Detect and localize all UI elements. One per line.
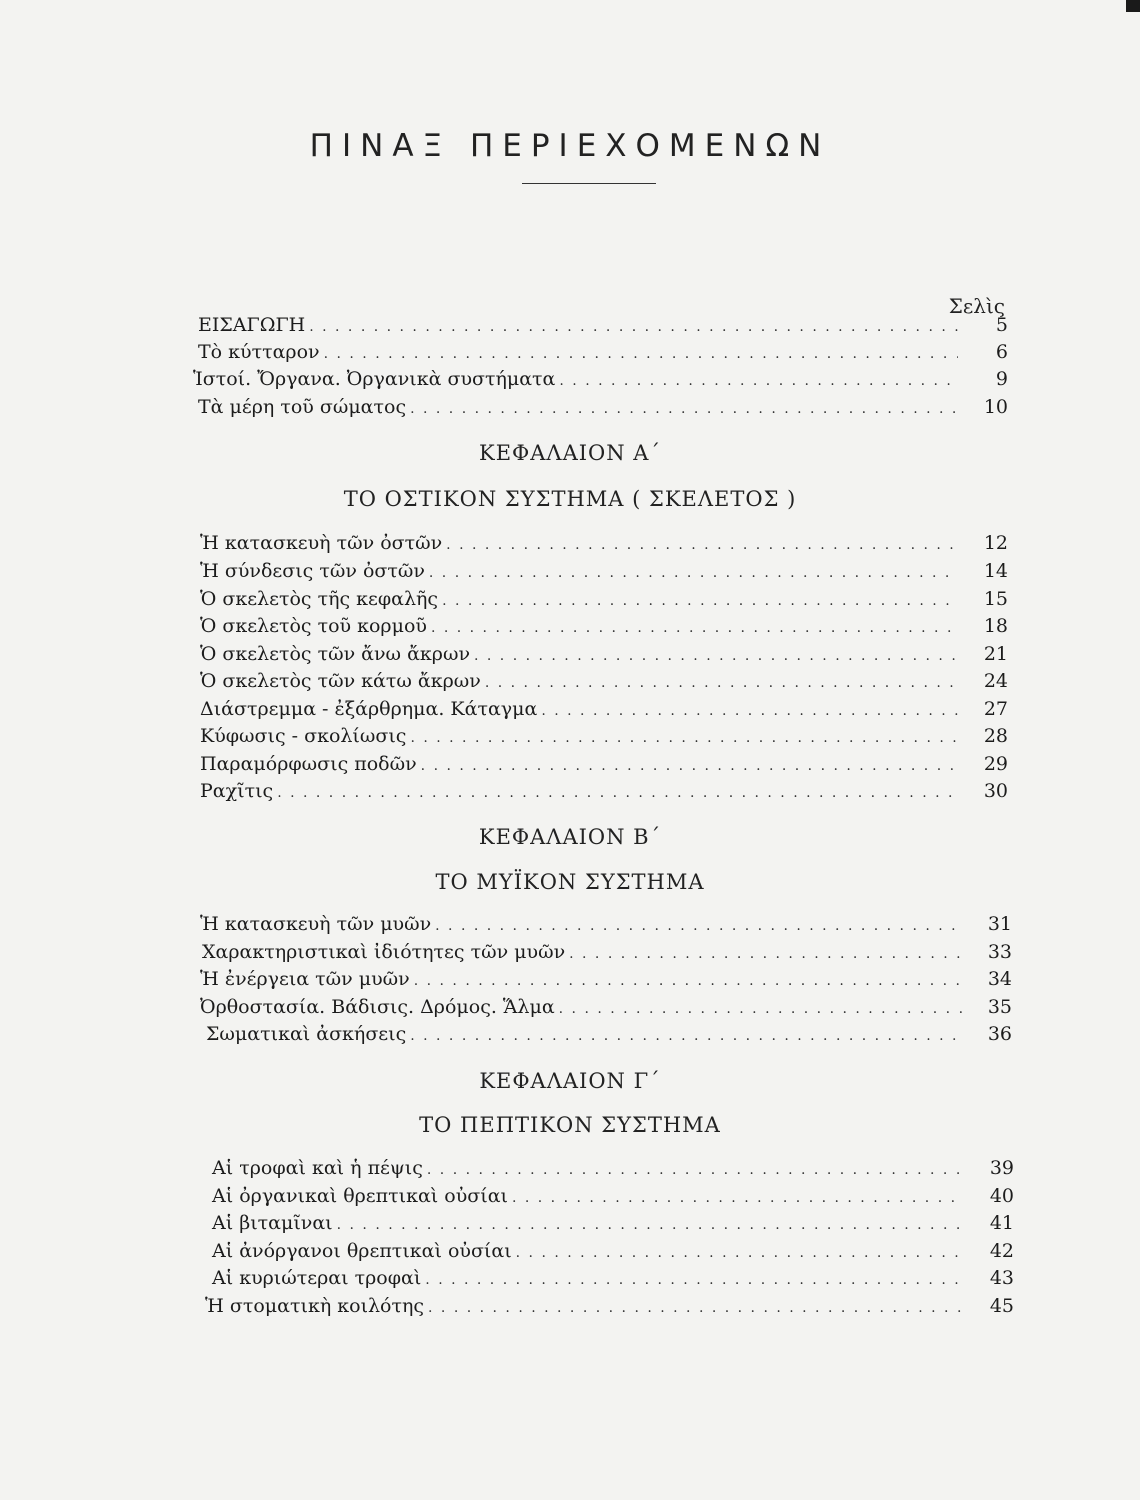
toc-entry-label: Ραχῖτις: [200, 780, 274, 802]
toc-entry-label: Ὀρθοστασία. Βάδισις. Δρόμος. Ἅλμα: [200, 996, 555, 1018]
toc-entry-label: ΕΙΣΑΓΩΓΗ: [198, 314, 306, 336]
toc-entry-label: Ἡ κατασκευὴ τῶν ὀστῶν: [200, 532, 443, 554]
toc-entry-label: Ἡ ἐνέργεια τῶν μυῶν: [200, 968, 410, 990]
toc-entry-page: 31: [987, 913, 1012, 935]
toc-entry-page: 9: [995, 368, 1008, 390]
toc-entry-label: Ἡ κατασκευὴ τῶν μυῶν: [200, 913, 432, 935]
toc-entry-label: Ἡ σύνδεσις τῶν ὀστῶν: [200, 560, 425, 582]
leader-dots: [512, 1190, 964, 1206]
toc-entry: [212, 1267, 1014, 1295]
toc-entry: [200, 670, 1008, 698]
toc-entry-label: Αἱ ὀργανικαὶ θρεπτικαὶ οὐσίαι: [212, 1185, 508, 1207]
leader-dots: [559, 373, 958, 389]
toc-entry: [200, 698, 1008, 726]
leader-dots: [541, 703, 958, 719]
toc-entry-page: 35: [987, 996, 1012, 1018]
toc-entry: [212, 1240, 1014, 1268]
leader-dots: [425, 1272, 964, 1288]
toc-entry-page: 18: [983, 615, 1008, 637]
toc-entry-page: 41: [989, 1212, 1014, 1234]
toc-entry: [212, 1157, 1014, 1185]
toc-entry-page: 10: [983, 396, 1008, 418]
toc-entry-label: Ὁ σκελετὸς τῶν κάτω ἄκρων: [200, 670, 481, 692]
toc-entry-label: Τὸ κύτταρον: [198, 341, 320, 363]
toc-entry: [212, 1185, 1014, 1213]
leader-dots: [559, 1001, 962, 1017]
toc-entry: [205, 1295, 1014, 1323]
toc-entry-page: 27: [983, 698, 1008, 720]
leader-dots: [421, 758, 958, 774]
leader-dots: [324, 346, 958, 362]
toc-entry-page: 30: [983, 780, 1008, 802]
toc-entry-page: 15: [983, 588, 1008, 610]
toc-entry-label: Χαρακτηριστικαὶ ἰδιότητες τῶν μυῶν: [202, 941, 566, 963]
toc-entry: [200, 725, 1008, 753]
toc-entry-page: 5: [995, 314, 1008, 336]
toc-entry: [198, 341, 1008, 369]
toc-entry-page: 28: [983, 725, 1008, 747]
leader-dots: [442, 593, 958, 609]
leader-dots: [410, 1028, 962, 1044]
toc-entry-label: Ἡ στοματικὴ κοιλότης: [205, 1295, 425, 1317]
toc-entry-intro: [198, 314, 1008, 342]
toc-entry: [198, 396, 1008, 424]
toc-entry-page: 29: [983, 753, 1008, 775]
toc-entry-label: Τὰ μέρη τοῦ σώματος: [198, 396, 407, 418]
leader-dots: [516, 1245, 964, 1261]
toc-entry: [200, 780, 1008, 808]
toc-entry-page: 6: [995, 341, 1008, 363]
toc-entry: [200, 560, 1008, 588]
toc-entry-page: 42: [989, 1240, 1014, 1262]
toc-entry: [200, 968, 1012, 996]
toc-entry-label: Αἱ βιταμῖναι: [212, 1212, 333, 1234]
chapter-c-heading: ΚΕΦΑΛΑΙΟΝ Γ΄: [479, 1069, 661, 1093]
chapter-a-heading: ΚΕΦΑΛΑΙΟΝ Α΄: [479, 441, 661, 465]
leader-dots: [485, 675, 958, 691]
toc-entry-label: Ὁ σκελετὸς τῆς κεφαλῆς: [200, 588, 439, 610]
chapter-c-subtitle: ΤΟ ΠΕΠΤΙΚΟΝ ΣΥΣΤΗΜΑ: [419, 1113, 721, 1137]
leader-dots: [474, 648, 958, 664]
toc-entry-page: 24: [983, 670, 1008, 692]
toc-entry-page: 14: [983, 560, 1008, 582]
toc-entry-page: 45: [989, 1295, 1014, 1317]
leader-dots: [277, 785, 958, 801]
leader-dots: [309, 319, 958, 335]
toc-entry-page: 43: [989, 1267, 1014, 1289]
toc-entry: [193, 368, 1008, 396]
toc-entry-label: Αἱ τροφαὶ καὶ ἡ πέψις: [212, 1157, 423, 1179]
toc-entry: [202, 941, 1012, 969]
leader-dots: [431, 620, 958, 636]
chapter-a-subtitle: ΤΟ ΟΣΤΙΚΟΝ ΣΥΣΤΗΜΑ ( ΣΚΕΛΕΤΟΣ ): [343, 487, 797, 511]
toc-entry-page: 33: [987, 941, 1012, 963]
leader-dots: [429, 565, 958, 581]
pages-column-label: Σελὶς: [948, 294, 1005, 318]
toc-entry-label: Σωματικαὶ ἀσκήσεις: [206, 1023, 407, 1045]
leader-dots: [427, 1162, 964, 1178]
toc-entry-label: Ἱστοί. Ὄργανα. Ὀργανικὰ συστήματα: [193, 368, 556, 390]
toc-entry-label: Αἱ ἀνόργανοι θρεπτικαὶ οὐσίαι: [212, 1240, 512, 1262]
toc-entry-label: Διάστρεμμα - ἐξάρθρημα. Κάταγμα: [200, 698, 538, 720]
leader-dots: [410, 401, 958, 417]
leader-dots: [337, 1217, 964, 1233]
toc-entry-page: 12: [983, 532, 1008, 554]
chapter-b-heading: ΚΕΦΑΛΑΙΟΝ Β΄: [478, 825, 662, 849]
toc-entry-label: Ὁ σκελετὸς τῶν ἄνω ἄκρων: [200, 643, 470, 665]
page-title: ΠΙΝΑΞ ΠΕΡΙΕΧΟΜΕΝΩΝ: [309, 128, 831, 164]
toc-entry-page: 21: [983, 643, 1008, 665]
toc-entry: [200, 913, 1012, 941]
toc-entry-page: 40: [989, 1185, 1014, 1207]
leader-dots: [435, 918, 962, 934]
toc-entry: [200, 753, 1008, 781]
scan-edge-mark: [1126, 0, 1140, 12]
toc-entry-label: Παραμόρφωσις ποδῶν: [200, 753, 417, 775]
toc-entry-page: 34: [987, 968, 1012, 990]
toc-entry: [200, 996, 1012, 1024]
title-divider: [522, 183, 656, 184]
toc-entry-page: 36: [987, 1023, 1012, 1045]
toc-entry: [212, 1212, 1014, 1240]
toc-entry: [200, 588, 1008, 616]
toc-entry: [200, 615, 1008, 643]
leader-dots: [414, 973, 962, 989]
toc-entry: [200, 532, 1008, 560]
toc-entry: [200, 643, 1008, 671]
leader-dots: [428, 1300, 964, 1316]
chapter-b-subtitle: ΤΟ ΜΥΪΚΟΝ ΣΥΣΤΗΜΑ: [435, 870, 705, 894]
toc-entry-page: 39: [989, 1157, 1014, 1179]
toc-entry: [206, 1023, 1012, 1051]
leader-dots: [446, 537, 958, 553]
leader-dots: [410, 730, 958, 746]
toc-entry-label: Αἱ κυριώτεραι τροφαὶ: [212, 1267, 422, 1289]
toc-entry-label: Ὁ σκελετὸς τοῦ κορμοῦ: [200, 615, 427, 637]
leader-dots: [569, 946, 962, 962]
toc-entry-label: Κύφωσις - σκολίωσις: [200, 725, 407, 747]
